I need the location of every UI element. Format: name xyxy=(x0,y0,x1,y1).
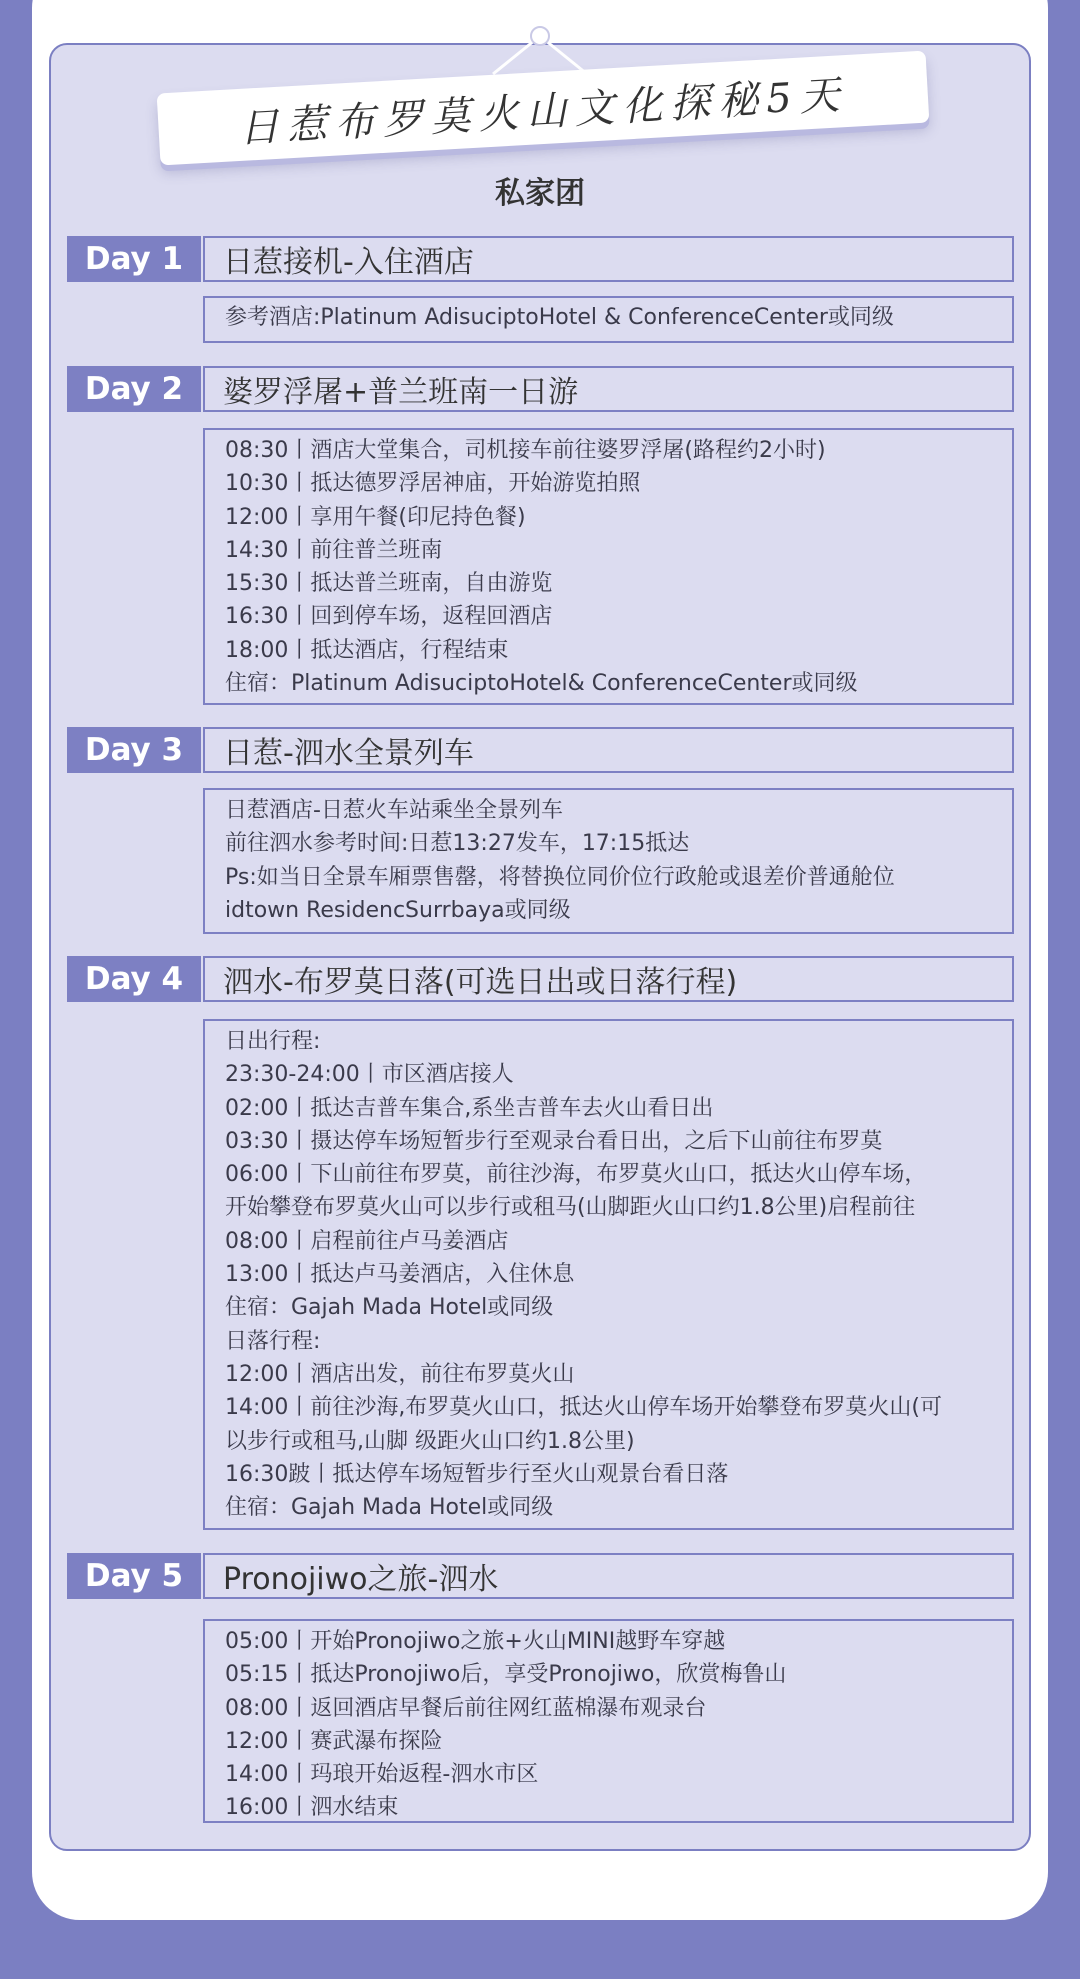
day-2-tag: Day 2 xyxy=(67,366,201,412)
day-2-line: 14:30丨前往普兰班南 xyxy=(225,537,443,563)
day-4-line: 16:30跛丨抵达停车场短暂步行至火山观景台看日落 xyxy=(225,1461,729,1487)
day-5-line: 12:00丨赛武瀑布探险 xyxy=(225,1728,443,1754)
day-5-line: 05:00丨开始Pronojiwo之旅+火山MINI越野车穿越 xyxy=(225,1629,726,1654)
day-3-tag: Day 3 xyxy=(67,727,201,773)
day-2-line: 18:00丨抵达酒店，行程结束 xyxy=(225,637,509,663)
day-4-line: 日落行程: xyxy=(225,1328,321,1354)
day-1-body xyxy=(203,296,1014,343)
day-4-line: 08:00丨启程前往卢马姜酒店 xyxy=(225,1228,509,1254)
day-4-line: 06:00丨下山前往布罗莫，前往沙海，布罗莫火山口，抵达火山停车场， xyxy=(225,1162,927,1188)
day-5-line: 08:00丨返回酒店早餐后前往网红蓝棉瀑布观录台 xyxy=(225,1695,707,1721)
day-3-body xyxy=(203,788,1014,934)
day-2-header xyxy=(67,366,1014,412)
day-2-line: 08:30丨酒店大堂集合，司机接车前往婆罗浮屠(路程约2小时) xyxy=(225,438,826,463)
day-4-body xyxy=(203,1019,1014,1530)
day-5-line: 16:00丨泗水结束 xyxy=(225,1795,399,1821)
day-4-line: 住宿：Gajah Mada Hotel或同级 xyxy=(225,1495,554,1521)
day-4-line: 12:00丨酒店出发，前往布罗莫火山 xyxy=(225,1361,575,1387)
day-2-line: 15:30丨抵达普兰班南，自由游览 xyxy=(225,571,553,597)
day-2-line: 住宿：Platinum AdisuciptoHotel& ConferenceCenter或同级 xyxy=(225,671,858,697)
day-3-line: 日惹酒店-日惹火车站乘坐全景列车 xyxy=(225,798,563,823)
day-4-line: 住宿：Gajah Mada Hotel或同级 xyxy=(225,1295,554,1321)
day-5-tag: Day 5 xyxy=(67,1553,201,1599)
day-4-header xyxy=(67,956,1014,1002)
day-5-line: 05:15丨抵达Pronojiwo后，享受Pronojiwo，欣赏梅鲁山 xyxy=(225,1662,787,1688)
day-4-line: 02:00丨抵达吉普车集合,系坐吉普车去火山看日出 xyxy=(225,1095,714,1121)
day-2-line: 10:30丨抵达德罗浮居神庙，开始游览拍照 xyxy=(225,471,641,497)
day-1-line: 参考酒店:Platinum AdisuciptoHotel & ConferenceCenter或同级 xyxy=(225,305,894,330)
page-subtitle: 私家团 xyxy=(495,176,585,211)
day-4-line: 03:30丨摄达停车场短暂步行至观录台看日出，之后下山前往布罗莫 xyxy=(225,1128,883,1154)
day-4-line: 13:00丨抵达卢马姜酒店，入住休息 xyxy=(225,1262,575,1288)
day-4-line: 14:00丨前往沙海,布罗莫火山口，抵达火山停车场开始攀登布罗莫火山(可 xyxy=(225,1395,942,1421)
day-4-tag: Day 4 xyxy=(67,956,201,1002)
day-5-title: Pronojiwo之旅-泗水 xyxy=(203,1553,1014,1599)
day-3-header xyxy=(67,727,1014,773)
day-3-line: idtown ResidencSurrbaya或同级 xyxy=(225,897,571,923)
day-4-title: 泗水-布罗莫日落(可选日出或日落行程) xyxy=(203,956,1014,1002)
day-4-line: 以步行或租马,山脚 级距火山口约1.8公里) xyxy=(225,1428,635,1454)
day-1-title: 日惹接机-入住酒店 xyxy=(203,236,1014,282)
day-5-header xyxy=(67,1553,1014,1599)
day-5-line: 14:00丨玛琅开始返程-泗水市区 xyxy=(225,1762,539,1788)
day-3-line: 前往泗水参考时间:日惹13:27发车，17:15抵达 xyxy=(225,831,690,857)
day-2-body xyxy=(203,428,1014,705)
day-5-body xyxy=(203,1619,1014,1823)
hanger-pin-icon xyxy=(485,26,595,76)
day-3-title: 日惹-泗水全景列车 xyxy=(203,727,1014,773)
day-2-line: 16:30丨回到停车场，返程回酒店 xyxy=(225,604,553,630)
day-4-line: 23:30-24:00丨市区酒店接人 xyxy=(225,1062,514,1088)
day-4-line: 日出行程: xyxy=(225,1029,321,1054)
day-1-tag: Day 1 xyxy=(67,236,201,282)
day-1-header xyxy=(67,236,1014,282)
page-title: 日惹布罗莫火山文化探秘5天 xyxy=(237,71,849,152)
day-3-line: Ps:如当日全景车厢票售罄，将替换位同价位行政舱或退差价普通舱位 xyxy=(225,864,895,890)
day-2-line: 12:00丨享用午餐(印尼持色餐) xyxy=(225,504,526,530)
day-2-title: 婆罗浮屠+普兰班南一日游 xyxy=(203,366,1014,412)
day-4-line: 开始攀登布罗莫火山可以步行或租马(山脚距火山口约1.8公里)启程前往 xyxy=(225,1195,916,1221)
